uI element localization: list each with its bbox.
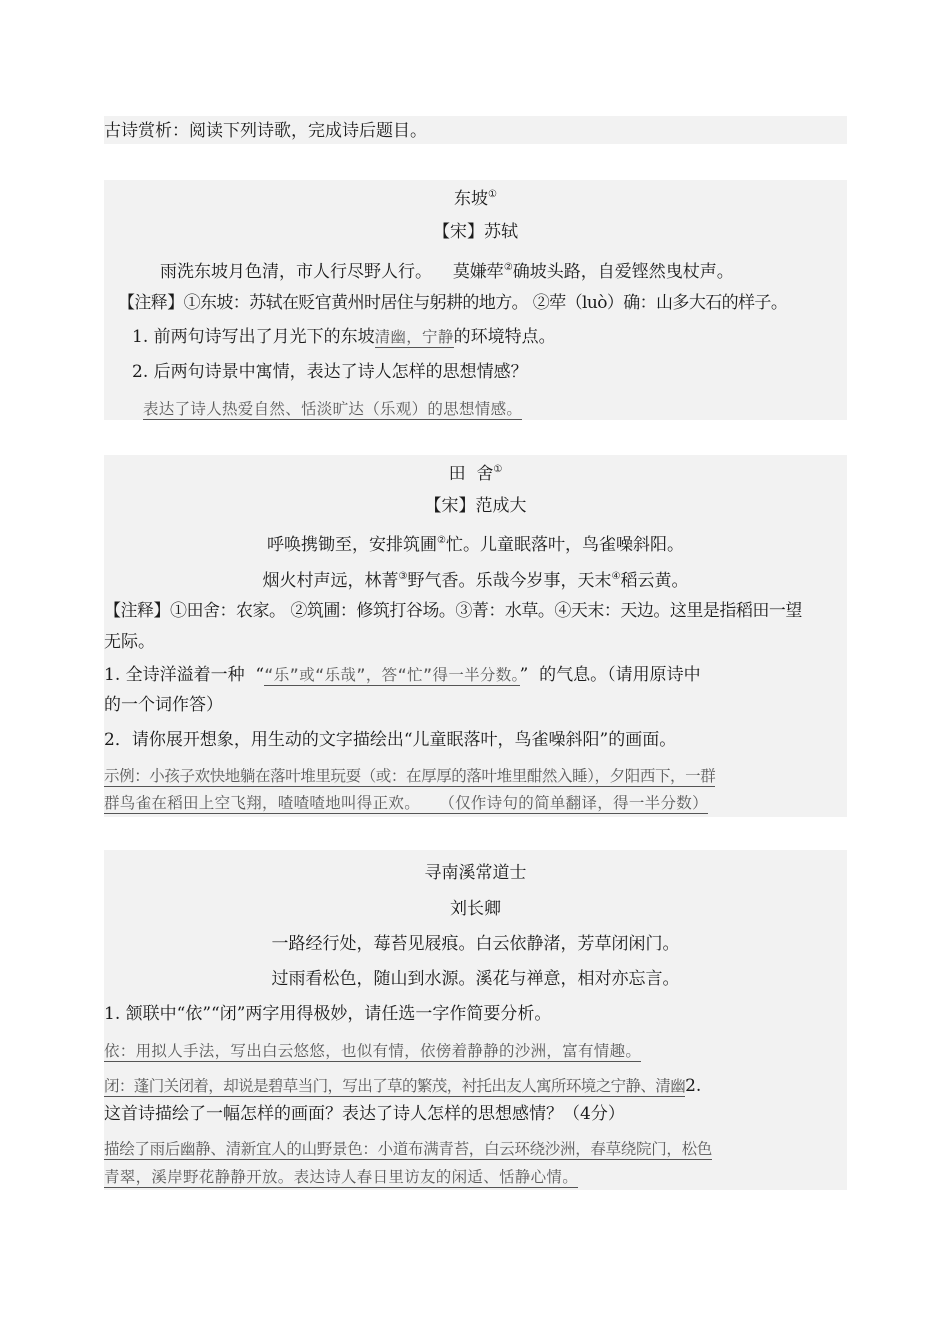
footnote-marker: ② [503,262,513,273]
poem1-note: 【注释】①东坡：苏轼在贬官黄州时居住与躬耕的地方。 ②荦（luò）确：山多大石的样子。 [118,293,788,313]
poem3-answer-yi: 依：用拟人手法，写出白云悠悠，也似有情，依傍着静静的沙洲，富有情趣。 [104,1042,642,1060]
poem2-title [104,459,847,485]
poem3-verse-1: 一路经行处，莓苔见屐痕。白云依静渚，芳草闭闲门。 [271,934,680,954]
poem1-question-2: 2. 后两句诗景中寓情，表达了诗人怎样的思想情感？ [132,362,528,382]
poem2-answer-2-line2: 群鸟雀在稻田上空飞翔，喳喳喳地叫得正欢。 （仅作诗句的简单翻译，得一半分数） [104,794,708,812]
poem1-verse [160,257,850,283]
poem3-answer-bi: 闭：蓬门关闭着，却说是碧草当门，写出了草的繁茂，衬托出友人寓所环境之宁静、清幽 [104,1077,686,1095]
poem3-answer-2-line1: 描绘了雨后幽静、清新宜人的山野景色：小道布满青苔，白云环绕沙洲，春草绕院门，松色 [104,1140,713,1158]
poem1-title [104,184,847,210]
footnote-marker: ③ [398,571,408,582]
poem3-author: 刘长卿 [450,899,501,919]
poem2-verse-2: 烟火村声远，林菁③野气香。乐哉今岁事，天末④稻云黄。 [262,571,689,591]
instruction-text: 古诗赏析：阅读下列诗歌，完成诗后题目。 [104,121,427,141]
poem1-answer-2: 表达了诗人热爱自然、恬淡旷达（乐观）的思想情感。 [143,400,523,418]
poem2-title-text: 田 舍 [448,464,494,484]
poem2-answer-2-line1: 示例：小孩子欢快地躺在落叶堆里玩耍（或：在厚厚的落叶堆里酣然入睡），夕阳西下，一群 [104,767,716,785]
poem3-answer-bi-row [104,1075,864,1097]
poem3-title: 寻南溪常道士 [424,863,527,883]
poem2-question-1: 1. 全诗洋溢着一种 ““乐”或“乐哉”，答“忙”得一半分数。” 的气息。（请用原诗中 [104,665,701,685]
poem3-question-2: 这首诗描绘了一幅怎样的画面？表达了诗人怎样的思想感情？（4分） [104,1104,625,1124]
poem1-question-1: 1. 前两句诗写出了月光下的东坡清幽，宁静的环境特点。 [132,327,556,347]
footnote-marker: ④ [611,571,621,582]
poem1-verse-part2: 莫嫌荦 [452,262,504,282]
poem2-verse-1: 呼唤携锄至，安排筑圃②忙。儿童眠落叶，鸟雀噪斜阳。 [267,535,684,555]
poem3-verse-2: 过雨看松色，随山到水源。溪花与禅意，相对亦忘言。 [271,969,680,989]
poem2-note-line1: 【注释】①田舍：农家。 ②筑圃：修筑打谷场。③菁：水草。④天末：天边。这里是指稻田一望 [104,601,802,621]
poem3-answer-2-line2: 青翠，溪岸野花静静开放。表达诗人春日里访友的闲适、恬静心情。 [104,1168,579,1186]
poem3-question-2-number: 2. [685,1076,702,1096]
poem1-author: 【宋】苏轼 [433,222,518,242]
footnote-marker: ① [488,189,497,200]
poem2-question-1-cont: 的一个词作答） [104,695,223,715]
poem1-verse-part1: 雨洗东坡月色清，市人行尽野人行。 [160,262,432,282]
poem2-answer-1: “乐”或“乐哉”，答“忙”得一半分数。 [264,666,520,684]
poem2-author: 【宋】范成大 [424,496,527,516]
poem3-question-1: 1. 颔联中“依”“闭”两字用得极妙，请任选一字作简要分析。 [104,1004,552,1024]
poem1-answer-1: 清幽，宁静 [374,328,454,346]
poem1-verse-part3: 确坡头路，自爱铿然曳杖声。 [512,262,734,282]
poem2-question-2: 2．请你展开想象，用生动的文字描绘出“儿童眠落叶，鸟雀噪斜阳”的画面。 [104,730,677,750]
poem1-title-text: 东坡 [454,189,489,209]
poem2-note-line2: 无际。 [104,632,155,652]
footnote-marker: ① [493,464,503,475]
footnote-marker: ② [437,535,446,546]
